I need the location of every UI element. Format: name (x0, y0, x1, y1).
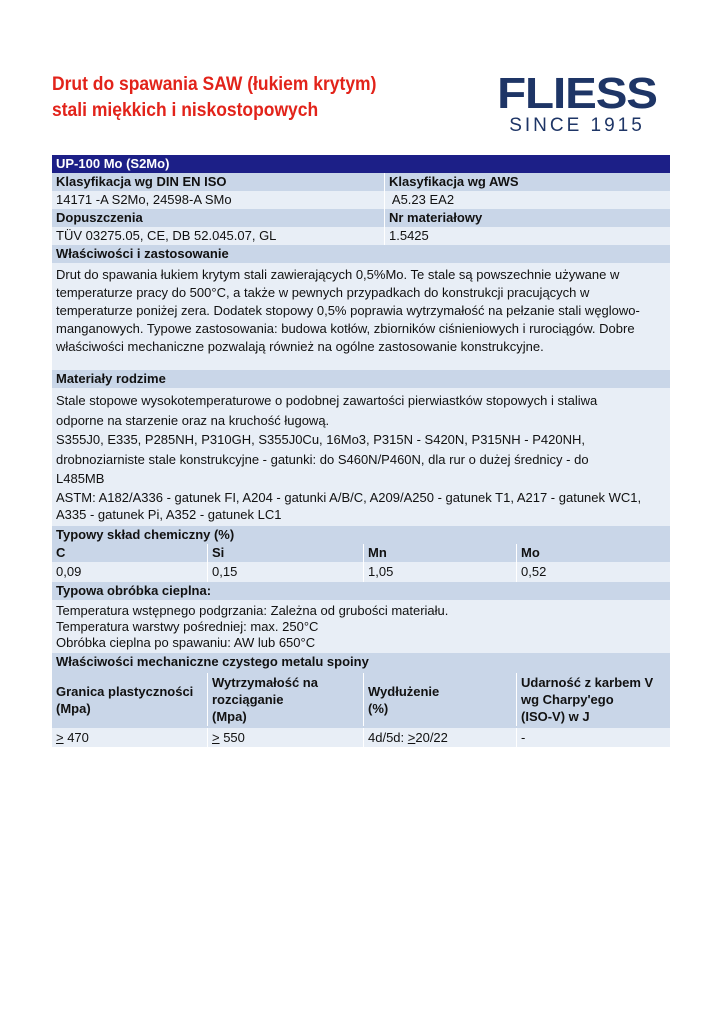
elongation-prefix: 4d/5d: (368, 729, 408, 745)
approvals-header (52, 209, 670, 227)
properties-line: temperaturze pracy do 500°C, a także w pewnych przypadkach do konstrukcji pracujących w (56, 285, 590, 300)
datasheet (52, 155, 670, 747)
tensile-operator: > (212, 729, 220, 745)
classification-values (52, 191, 670, 209)
chemistry-values (52, 562, 670, 582)
yield-number: 470 (63, 729, 89, 745)
tensile-header-unit: (Mpa) (212, 708, 247, 724)
base-materials-line: Stale stopowe wysokotemperaturowe o podobnej zawartości pierwiastków stopowych i staliwa (56, 393, 598, 408)
elongation-header-unit: (%) (368, 700, 389, 716)
classification-header (52, 173, 670, 191)
elongation-header-line: Wydłużenie (368, 683, 440, 699)
logo-wordmark: FLIESS (497, 69, 657, 118)
base-materials-header: Materiały rodzime (52, 370, 670, 388)
elongation-operator: > (407, 729, 416, 745)
properties-line: temperaturze poniżej zera. Dodatek stopowy 0,5% poprawia wytrzymałość na pełzanie stali węglowo- (56, 303, 640, 318)
mechanical-header: Właściwości mechaniczne czystego metalu spoiny (52, 653, 670, 671)
title-line-2: stali miękkich i niskostopowych (52, 100, 319, 121)
elongation-value (364, 728, 517, 747)
yield-header-unit: (Mpa) (56, 700, 91, 716)
chemistry-header: Typowy skład chemiczny (%) (52, 526, 670, 544)
impact-header-unit: (ISO-V) w J (521, 708, 590, 724)
tensile-value (208, 728, 364, 747)
element-mn: Mn (364, 544, 517, 562)
fliess-logo (487, 69, 667, 136)
aws-value: A5.23 EA2 (389, 192, 455, 207)
elongation-number: 20/22 (415, 729, 448, 745)
yield-operator: > (56, 729, 64, 745)
mechanical-columns (52, 671, 670, 728)
yield-header-line: Granica plastyczności (56, 683, 194, 699)
heat-treatment-line: Temperatura warstwy pośredniej: max. 250°C (56, 618, 319, 634)
material-number-value: 1.5425 (389, 228, 429, 243)
title-line-1: Drut do spawania SAW (łukiem krytym) (52, 74, 377, 95)
element-si: Si (208, 544, 364, 562)
base-materials-text (52, 388, 670, 526)
element-mo: Mo (521, 544, 540, 560)
properties-line: Drut do spawania łukiem krytym stali zawierających 0,5%Mo. Te stale są powszechnie używane w (56, 267, 620, 282)
heat-treatment-line: Obróbka cieplna po spawaniu: AW lub 650°C (56, 634, 316, 650)
value-mn: 1,05 (364, 562, 517, 582)
tensile-number: 550 (219, 729, 245, 745)
properties-line: właściwości mechaniczne pozwalają również na ogólne zastosowanie konstrukcyjne. (56, 339, 544, 354)
base-materials-line: S355J0, E335, P285NH, P310GH, S355J0Cu, 16Mo3, P315N - S420N, P315NH - P420NH, (56, 432, 585, 447)
base-materials-line: drobnoziarniste stale konstrukcyjne - gatunki: do S460N/P460N, dla rur o dużej średnicy - do (56, 451, 589, 467)
properties-line: manganowych. Typowe zastosowania: budowa kotłów, zbiorników ciśnieniowych i rurociągów. Dobre (56, 321, 635, 336)
material-number-label: Nr materiałowy (389, 210, 483, 225)
base-materials-line: L485MB (56, 471, 105, 486)
heat-treatment-text (52, 600, 670, 653)
properties-header: Właściwości i zastosowanie (52, 245, 670, 263)
yield-header (52, 673, 208, 726)
tensile-header-line: rozciąganie (212, 691, 284, 707)
logo-since: SINCE 1915 (509, 115, 645, 136)
product-name: UP-100 Mo (S2Mo) (52, 155, 670, 173)
tensile-header-line: Wytrzymałość na (212, 674, 318, 690)
impact-header-line: wg Charpy'ego (521, 691, 614, 707)
tensile-header (208, 673, 364, 726)
approvals-values (52, 227, 670, 245)
approvals-value: TÜV 03275.05, CE, DB 52.045.07, GL (52, 227, 385, 245)
approvals-label: Dopuszczenia (52, 209, 385, 227)
value-c: 0,09 (52, 562, 208, 582)
value-si: 0,15 (208, 562, 364, 582)
elongation-header (364, 673, 517, 726)
base-materials-line: ASTM: A182/A336 - gatunek FI, A204 - gatunki A/B/C, A209/A250 - gatunek T1, A217 - gatunek WC1, (56, 489, 642, 505)
din-value: 14171 -A S2Mo, 24598-A SMo (52, 191, 385, 209)
impact-header-line: Udarność z karbem V (521, 674, 654, 690)
heat-treatment-line: Temperatura wstępnego podgrzania: Zależna od grubości materiału. (56, 602, 449, 618)
aws-label: Klasyfikacja wg AWS (389, 174, 519, 189)
din-label: Klasyfikacja wg DIN EN ISO (52, 173, 385, 191)
heat-treatment-header: Typowa obróbka cieplna: (52, 582, 670, 600)
base-materials-line: odporne na starzenie oraz na kruchość ługową. (56, 412, 330, 428)
element-c: C (52, 544, 208, 562)
impact-value: - (521, 729, 526, 745)
mechanical-values (52, 728, 670, 747)
chemistry-elements (52, 544, 670, 562)
properties-text (52, 263, 670, 370)
value-mo: 0,52 (521, 563, 547, 579)
base-materials-line: A335 - gatunek Pi, A352 - gatunek LC1 (56, 506, 282, 522)
yield-value (52, 728, 208, 747)
impact-header (517, 673, 670, 726)
page-title (52, 72, 420, 124)
